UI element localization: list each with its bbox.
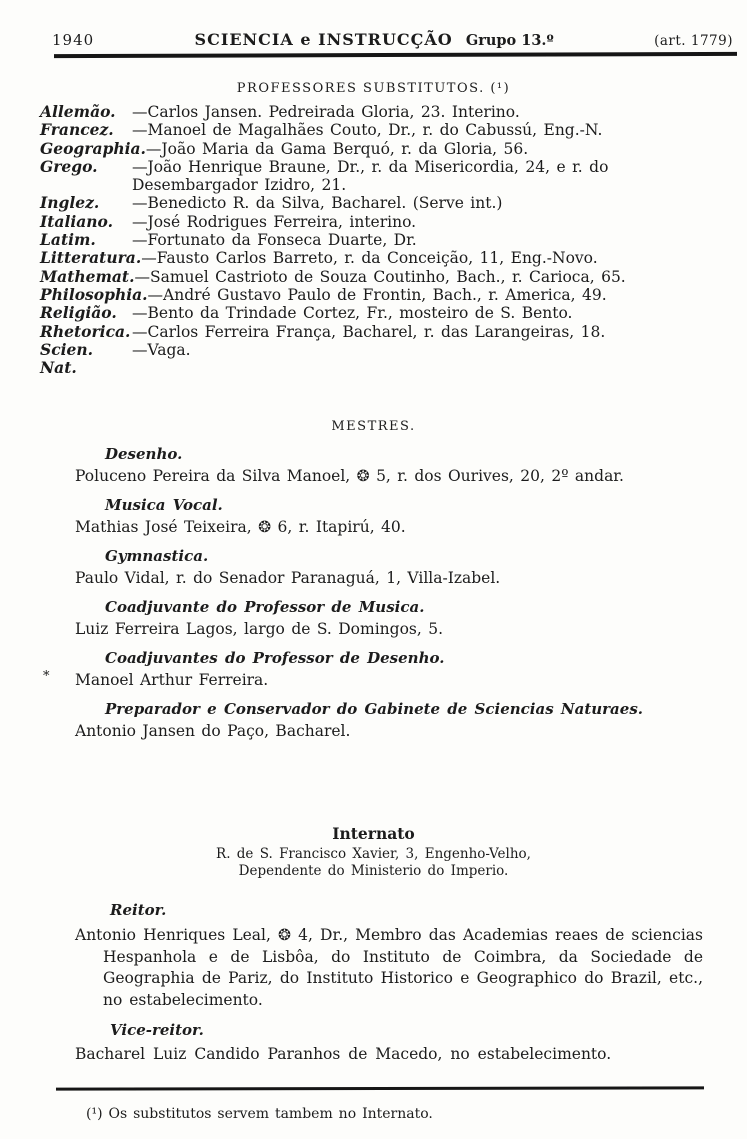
substitute-row: [40, 103, 716, 121]
mestre-item: [0, 700, 747, 740]
substitute-row: [40, 286, 716, 304]
subject-label: Francez.: [40, 120, 114, 140]
subject-entry: —João Henrique Braune, Dr., r. da Misericordia, 24, e r. do Desembargador Izidro, 21.: [132, 157, 609, 195]
substitutos-heading: PROFESSORES SUBSTITUTOS. (¹): [236, 81, 511, 96]
header-rule: [54, 52, 737, 58]
substitute-row: [40, 231, 716, 249]
subject-label: Scien. Nat.: [40, 339, 94, 378]
subject-label: Litteratura.: [40, 248, 142, 268]
subject-entry: —Fausto Carlos Barreto, r. da Conceição, 11, Eng.-Novo.: [141, 249, 598, 268]
subject-label: Latim.: [40, 230, 96, 250]
reitor-description: Antonio Henriques Leal, ❂ 4, Dr., Membro das Academias reaes de sciencias Hespanhola e de Lisbôa, do Instituto de Coimbra, da Sociedade de Geographia de Pariz, do Instituto Historico e Geographico do Brazil, etc., no estabelecimento.: [75, 926, 703, 1009]
subject-label: Religião.: [40, 303, 117, 323]
subject-label: Allemão.: [40, 102, 116, 121]
header-title-text: SCIENCIA e INSTRUCÇÃO: [194, 30, 453, 49]
header-group: Grupo 13.º: [465, 32, 554, 49]
substitute-row: [40, 140, 716, 158]
substitute-row: [40, 213, 716, 231]
mestre-role-title: Coadjuvantes do Professor de Desenho.: [105, 649, 445, 668]
mestre-person: Luiz Ferreira Lagos, largo de S. Domingos, 5.: [75, 620, 444, 639]
mestre-role-title: Gymnastica.: [105, 547, 209, 566]
footnote-text: (¹) Os substitutos servem tambem no Internato.: [86, 1106, 433, 1123]
mestre-item: [0, 598, 747, 638]
margin-asterisk-mark: *: [43, 669, 50, 685]
mestre-item: [0, 496, 747, 536]
mestre-role-title: Coadjuvante do Professor de Musica.: [105, 598, 425, 617]
subject-entry: —João Maria da Gama Berquó, r. da Gloria, 56.: [145, 139, 529, 158]
mestre-person: [43, 669, 747, 690]
mestre-role-title: Preparador e Conservador do Gabinete de Sciencias Naturaes.: [105, 700, 643, 719]
page-number: 1940: [52, 31, 95, 49]
mestre-person: Antonio Jansen do Paço, Bacharel.: [75, 722, 351, 741]
internato-dependency: Dependente do Ministerio do Imperio.: [238, 863, 509, 880]
substitute-row: [40, 158, 716, 195]
mestre-person: Paulo Vidal, r. do Senador Paranaguá, 1, Villa-Izabel.: [75, 569, 501, 588]
subject-label: Philosophia.: [40, 284, 148, 304]
mestres-heading: MESTRES.: [331, 419, 416, 435]
subject-entry: —Bento da Trindade Cortez, Fr., mosteiro de S. Bento.: [132, 304, 573, 323]
subject-label: Inglez.: [40, 193, 100, 213]
subject-entry: —Samuel Castrioto de Souza Coutinho, Bach., r. Carioca, 65.: [134, 267, 626, 286]
subject-entry: —André Gustavo Paulo de Frontin, Bach., r. America, 49.: [147, 285, 607, 304]
vice-reitor-label: Vice-reitor.: [110, 1021, 204, 1040]
mestre-item: [0, 649, 747, 689]
mestre-person: Mathias José Teixeira, ❂ 6, r. Itapirú, 40.: [75, 518, 406, 537]
subject-entry: —Benedicto R. da Silva, Bacharel. (Serve int.): [132, 194, 503, 213]
mestre-person: Poluceno Pereira da Silva Manoel, ❂ 5, r. dos Ourives, 20, 2º andar.: [75, 467, 624, 486]
subject-entry: —Fortunato da Fonseca Duarte, Dr.: [132, 231, 417, 250]
substitute-row: [40, 121, 716, 139]
mestre-person-name: Manoel Arthur Ferreira.: [75, 671, 269, 690]
internato-section-header: [0, 824, 747, 879]
substitute-row: [40, 268, 716, 286]
mestre-item: [0, 547, 747, 587]
subject-entry: —Carlos Jansen. Pedreirada Gloria, 23. Interino.: [132, 103, 520, 121]
mestre-role-title: Desenho.: [105, 445, 183, 464]
internato-title: Internato: [332, 824, 415, 844]
mestre-role-title: Musica Vocal.: [105, 496, 223, 515]
substitute-row: [40, 194, 716, 212]
subject-label: Grego.: [40, 156, 98, 176]
subject-label: Mathemat.: [40, 266, 135, 286]
subject-label: Geographia.: [40, 138, 146, 158]
substitute-row: [40, 304, 716, 322]
mestre-item: [0, 445, 747, 485]
substitute-row: [40, 341, 716, 378]
substitute-row: [40, 249, 716, 267]
subject-entry: —Vaga.: [132, 340, 191, 359]
vice-reitor-person: Bacharel Luiz Candido Paranhos de Macedo, no estabelecimento.: [75, 1045, 612, 1064]
subject-label: Italiano.: [40, 211, 114, 231]
subject-entry: —José Rodrigues Ferreira, interino.: [132, 212, 417, 231]
internato-address: R. de S. Francisco Xavier, 3, Engenho-Velho,: [216, 846, 531, 863]
footnote-rule: [56, 1087, 704, 1091]
reitor-label: Reitor.: [110, 901, 167, 920]
header-article-ref: (art. 1779): [654, 33, 733, 49]
subject-entry: —Carlos Ferreira França, Bacharel, r. das Larangeiras, 18.: [132, 322, 606, 341]
substitute-row: [40, 323, 716, 341]
subject-label: Rhetorica.: [40, 321, 131, 341]
substitutos-list: [40, 103, 716, 377]
page-header: [0, 0, 747, 49]
subject-entry: —Manoel de Magalhães Couto, Dr., r. do Cabussú, Eng.-N.: [132, 121, 603, 140]
header-title: [94, 30, 654, 49]
